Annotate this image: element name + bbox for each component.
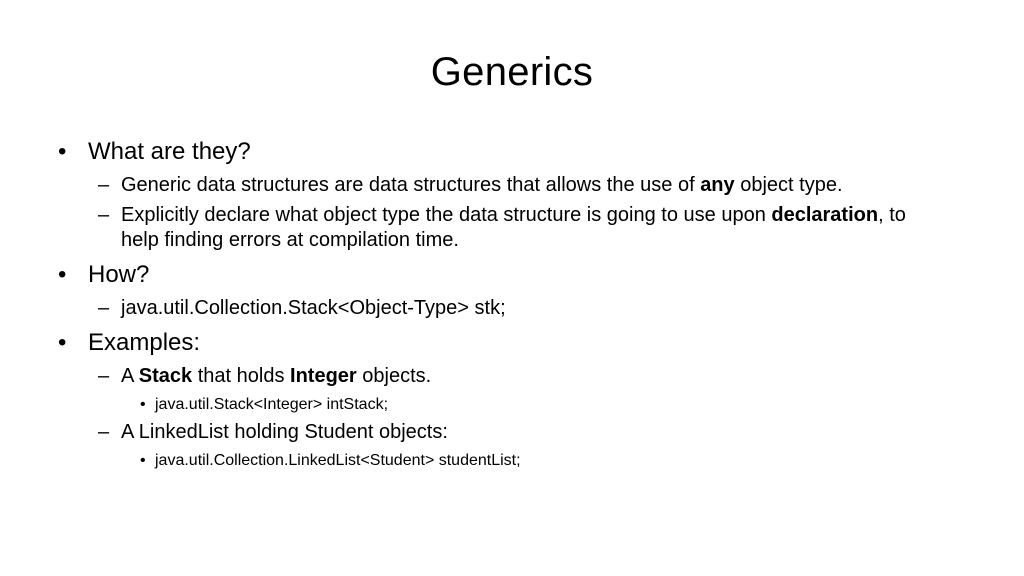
bullet-icon: •: [58, 329, 67, 356]
dash-icon: –: [98, 421, 110, 443]
sub-bullet-text-pre: Generic data structures are data structures that allows the use of: [121, 174, 701, 196]
dash-icon: –: [98, 365, 110, 387]
bullet-icon: •: [58, 261, 67, 288]
sub-bullet-bold-any: any: [700, 174, 735, 196]
sub-bullet-explicit-declaration: [58, 203, 938, 253]
sub-bullet-text-post: , to help finding errors at compilation time.: [121, 204, 906, 251]
bullet-icon: •: [58, 138, 67, 165]
bullet-label: How?: [88, 261, 150, 288]
sub-bullet-bold-declaration: declaration: [771, 204, 879, 226]
sub-bullet-text-a: A: [121, 365, 139, 387]
code-line: java.util.Stack<Integer> intStack;: [155, 396, 389, 413]
bullet-what-are-they: [58, 136, 938, 168]
sub-bullet-stack-example: [58, 364, 938, 389]
sub-bullet-bold-integer: Integer: [290, 365, 357, 387]
sub-bullet-text-mid: that holds: [192, 365, 291, 387]
dash-icon: –: [98, 297, 110, 319]
sub-bullet-text-post: objects.: [356, 365, 432, 387]
code-line: java.util.Collection.LinkedList<Student> studentList;: [155, 452, 521, 469]
dash-icon: –: [98, 174, 110, 196]
sub-bullet-generic-definition: [58, 173, 938, 198]
sub-sub-bullet-studentlist-code: [58, 450, 938, 471]
slide-body: [58, 134, 938, 471]
slide-title: Generics: [430, 50, 594, 94]
bullet-label: What are they?: [88, 138, 251, 165]
bullet-icon: •: [140, 396, 146, 413]
dash-icon: –: [98, 204, 110, 226]
bullet-how: [58, 259, 938, 291]
sub-bullet-code: java.util.Collection.Stack<Object-Type> stk;: [121, 297, 506, 319]
sub-bullet-linkedlist-example: [58, 420, 938, 445]
sub-bullet-text-post: object type.: [734, 174, 843, 196]
sub-bullet-text: A LinkedList holding Student objects:: [121, 421, 448, 443]
sub-bullet-bold-stack: Stack: [138, 365, 193, 387]
sub-bullet-text-pre: Explicitly declare what object type the data structure is going to use upon: [121, 204, 772, 226]
bullet-label: Examples:: [88, 329, 201, 356]
sub-sub-bullet-intstack-code: [58, 394, 938, 415]
bullet-examples: [58, 327, 938, 359]
sub-bullet-stack-declaration: [58, 296, 938, 321]
bullet-icon: •: [140, 452, 146, 469]
